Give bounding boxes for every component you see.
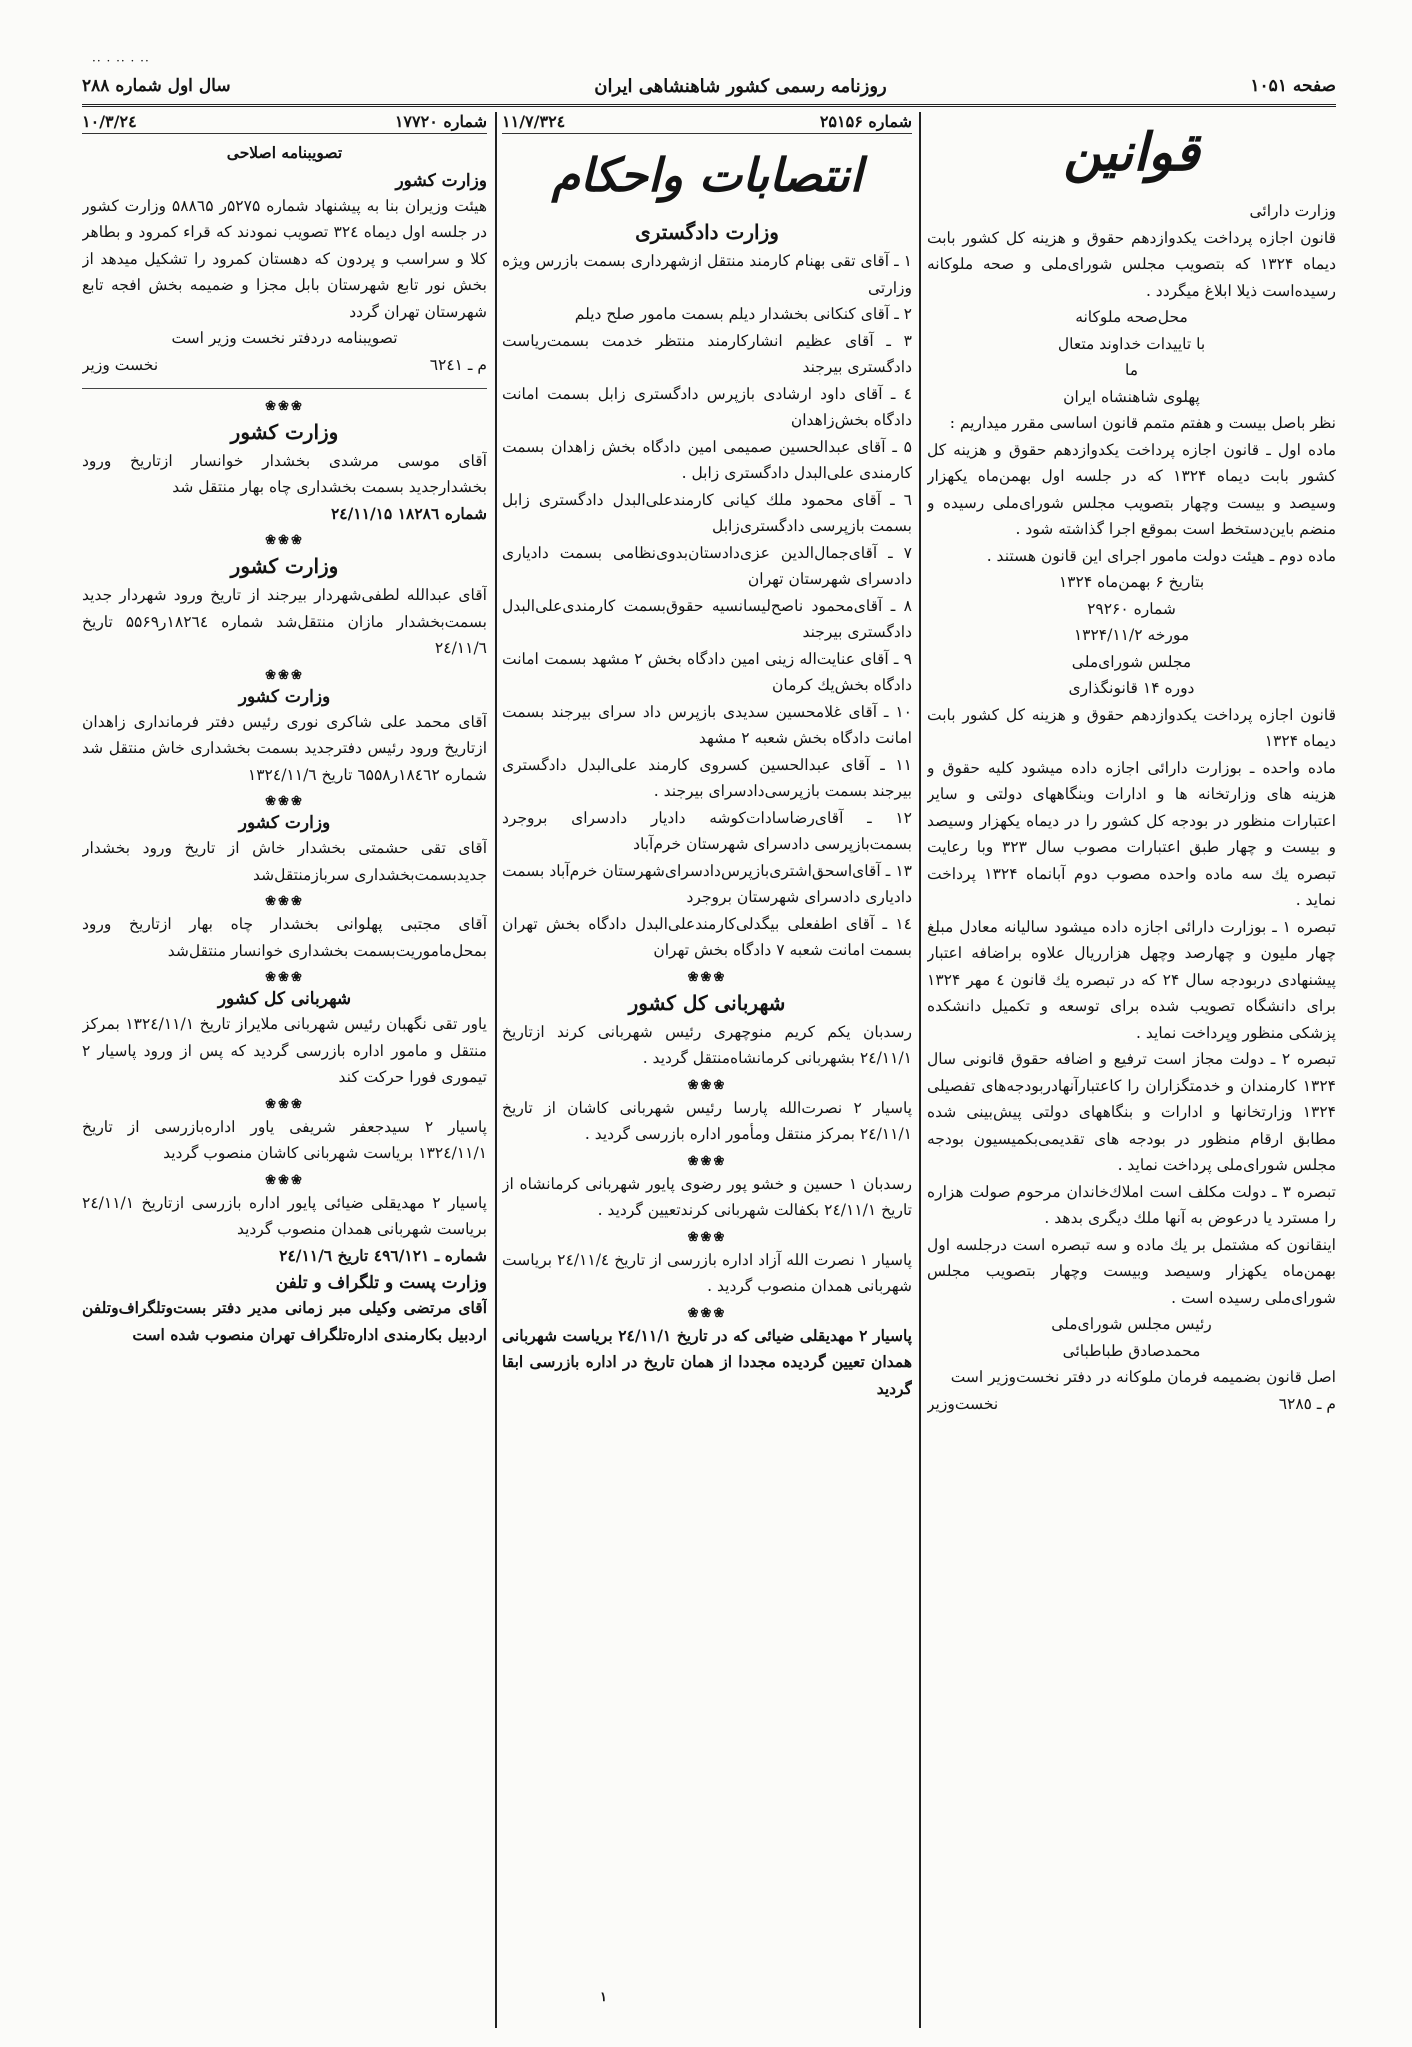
justice-item: ۱۱ ـ آقای عبدالحسین کسروی کارمند علی‌البدل دادگستری بیرجند بسمت بازپرسی‌دادسرای بیرجند . <box>502 755 912 800</box>
ornament-stars: ❀❀❀ <box>687 1229 727 1245</box>
entry-text: آقای عبدالله لطفی‌شهردار بیرجند از تاریخ ورود شهردار جدید بسمت‌بخشدار مازان منتقل‌شد شماره ۱۸۲٦٤ر۵۵۶۹ تاریخ ۲٤/۱۱/٦ <box>82 586 487 657</box>
right-block-9: بتاریخ ۶ بهمن‌ماه ۱۳۲۴ <box>1058 573 1205 591</box>
laws-title: قوانین <box>1063 122 1200 183</box>
column-rule <box>919 112 921 2028</box>
right-block-3: با تاییدات خداوند متعال <box>1057 334 1206 353</box>
justice-item: ٤ ـ آقای داود ارشادی بازپرس دادگستری زابل بسمت امانت دادگاه بخش‌زاهدان <box>502 384 912 429</box>
left-issue-line <box>82 112 487 134</box>
justice-item: ۱۳ ـ آقای‌اسحق‌اشتری‌بازپرس‌دادسرای‌شهرستان خرم‌آباد بسمت دادیاری دادسرای شهرستان بروجرد <box>502 861 912 906</box>
entry-text: آقای تقی حشمتی بخشدار خاش از تاریخ ورود بخشدار جدیدبسمت‌بخشداری سرباز‌منتقل‌شد <box>82 839 487 884</box>
ornament-stars: ❀❀❀ <box>265 667 304 683</box>
right-block-0: وزارت دارائی <box>1249 202 1336 220</box>
right-block-8: ماده دوم ـ هیئت دولت مامور اجرای این قانون هستند . <box>986 546 1336 565</box>
entry-text: شماره ۱۸۲۸٦ ۲٤/۱۱/۱۵ <box>330 503 487 523</box>
ornament-stars: ❀❀❀ <box>265 894 304 909</box>
police-item: رسدبان ۱ حسین و خشو پور رضوی پایور شهربانی کرمانشاه از تاریخ ۲٤/۱۱/۱ بکفالت شهربانی کرندتعیین گردید . <box>502 1174 912 1219</box>
entry-title: وزارت کشور <box>238 686 331 707</box>
justice-item: ۳ ـ آقای عظیم انشارکارمند منتظر خدمت بسمت‌ریاست دادگستری بیرجند <box>502 331 912 376</box>
right-block-17: تبصره ۲ ـ دولت مجاز است ترفیع و اضافه حقوق قانونی سال ۱۳۲۴ کارمندان و خدمتگزاران را کاعتبارآنهادربودجه‌های تفصیلی ۱۳۲۴ وزارتخانها و ادارات و بنگاههای دولتی پیش‌بینی شده مطابق ارقام منظور در بودجه های تقدیمی‌بکمیسیون بودجه مجلس شورای‌ملی پرداخت نماید . <box>927 1050 1336 1174</box>
right-block-18: تبصره ۳ ـ دولت مکلف است املاك‌خاندان مرحوم صولت هزاره را مسترد یا درعوض به آنها ملك دیگری بدهد . <box>927 1182 1336 1227</box>
page-mark: ۱ <box>600 1990 607 2005</box>
right-block-20: رئیس مجلس شورای‌ملی <box>1051 1315 1212 1333</box>
right-block-10: شماره ۲۹۲۶۰ <box>1087 599 1176 618</box>
columns <box>82 112 1336 2028</box>
entry-title: وزارت کشور <box>238 813 331 833</box>
right-ref: م ـ ٦٢٨٥ <box>1278 1394 1336 1413</box>
justice-ministry-title: وزارت دادگستری <box>635 220 779 244</box>
corrective-decree-title: تصویبنامه اصلاحی <box>226 143 343 162</box>
decree-ref: م ـ ٦۲٤۱ <box>429 355 487 374</box>
justice-item: ۱۲ ـ آقای‌رضاسادات‌کوشه دادیار دادسرای بروجرد بسمت‌بازپرسی دادسرای شهرستان خرم‌آباد <box>502 808 912 853</box>
justice-item: ۸ ـ آقای‌محمود ناصح‌لیسانسیه حقوق‌بسمت کارمندی‌علی‌البدل دادگستری بیرجند <box>502 596 912 641</box>
entry-title: وزارت کشور <box>230 554 339 578</box>
entry-text: یاور تقی نگهبان رئیس شهربانی ملایراز تاریخ ۱۳۲٤/۱۱/۱ بمرکز منتقل و مامور اداره بازرسی گردید که پس از ورود پاسیار ۲ تیموری فورا حرکت کند <box>82 1015 487 1086</box>
justice-item: ۱٤ ـ آقای اطفعلی بیگدلی‌کارمندعلی‌البدل دادگاه بخش تهران بسمت امانت شعبه ۷ دادگاه بخش تهران <box>502 914 912 959</box>
right-block-15: ماده واحده ـ بوزارت دارائی اجازه داده میشود کلیه حقوق و هزینه های وزارتخانه ها و ادارات وبنگاههای دولتی و سایر اعتبارات منظور در بودجه کل کشور را در دیماه یکهزار وسیصد و بیست و چهار طبق اعتبارات مصوب سال ۳۲۳ وبا رعایت تبصره یك سه ماده واحده مصوب دوم آبانماه ۱۳۲۴ پرداخت نماید . <box>927 758 1336 909</box>
justice-item: ۵ ـ آقای عبدالحسین صمیمی امین دادگاه بخش زاهدان بسمت کارمندی علی‌البدل دادگستری زابل . <box>502 437 912 482</box>
entry-text: شماره ـ ٤۹٦/۱۲۱ تاریخ ۲٤/۱۱/٦ <box>279 1245 487 1265</box>
right-block-12: مجلس شورای‌ملی <box>1071 652 1192 671</box>
interior-ministry-label: وزارت کشور <box>395 170 487 191</box>
ornament-stars: ❀❀❀ <box>687 1305 727 1321</box>
right-block-14: قانون اجازه پرداخت یکدوازدهم حقوق و هزینه کل کشور بابت دیماه ۱۳۲۴ <box>927 705 1336 750</box>
decree-text: هیئت وزیران بنا به پیشنهاد شماره ۵۲۷۵ر ۵۸۸٦۵ وزارت کشور در جلسه اول دیماه ۳۲٤ تصویب نمودند که قراء کمرود و بطاهر کلا و سراسب و پردون که دهستان کمرود را تشکیل میدهد از بخش نور تابع شهرستان بابل مجزا و ضمیمه بخش افجه تابع شهرستان تهران گردد <box>82 196 487 321</box>
page-number: صفحه ۱۰۵۱ <box>1250 76 1336 96</box>
right-block-6: نظر باصل بیست و هفتم متمم قانون اساسی مقرر میداریم : <box>949 414 1336 432</box>
decree-note: تصویبنامه دردفتر نخست وزیر است <box>171 329 398 347</box>
entry-title: شهربانی کل کشور <box>217 989 352 1009</box>
right-block-22: اصل قانون بضمیمه فرمان ملوکانه در دفتر نخست‌وزیر است <box>950 1368 1336 1386</box>
justice-item: ۱۰ ـ آقای غلامحسین سدیدی بازپرس داد سرای بیرجند بسمت امانت دادگاه بخش شعبه ۲ مشهد <box>502 702 912 747</box>
masthead <box>82 68 1336 107</box>
police-item: رسدبان یکم کریم منوچهری رئیس شهربانی کرند ازتاریخ ۲٤/۱۱/۱ بشهربانی کرمانشاه‌منتقل گردید . <box>502 1022 912 1067</box>
right-block-5: پهلوی شاهنشاه ایران <box>1063 387 1200 406</box>
divider <box>82 388 487 389</box>
entry-title: وزارت کشور <box>230 419 339 444</box>
entry-text: آقای مجتبی پهلوانی بخشدار چاه بهار ازتاریخ ورود بمحل‌ماموریت‌بسمت بخشداری خوانسار منتقل‌شد <box>82 915 487 960</box>
year-issue: سال اول شماره ۲۸۸ <box>82 76 231 96</box>
justice-item: ۲ ـ آقای کنکانی بخشدار دیلم بسمت مامور صلح دیلم <box>574 305 912 323</box>
decree-sign: نخست وزیر <box>82 355 159 374</box>
middle-issue-line <box>502 112 912 134</box>
justice-item: ۱ ـ آقای تقی بهنام کارمند منتقل ازشهرداری بسمت بازرس ویژه وزارتی <box>502 252 912 297</box>
police-item: پاسیار ۲ نصرت‌الله پارسا رئیس شهربانی کاشان از تاریخ ۲٤/۱۱/۱ بمرکز منتقل ومأمور اداره بازرسی گردید . <box>502 1098 912 1143</box>
ornament-stars: ❀❀❀ <box>265 533 304 548</box>
entry-title: وزارت پست و تلگراف و تلفن <box>275 1273 487 1293</box>
right-sign: نخست‌وزیر <box>927 1394 999 1413</box>
ornament-stars: ❀❀❀ <box>687 1153 727 1169</box>
column-rule <box>495 112 497 2028</box>
decree-signature <box>82 352 487 378</box>
justice-item: ۷ ـ آقای‌جمال‌الدین عزی‌دادستان‌بدوی‌نظامی بسمت دادیاری دادسرای شهرستان تهران <box>502 543 912 588</box>
ornament-stars: ❀❀❀ <box>265 794 304 809</box>
ornament-stars: ❀❀❀ <box>265 1096 304 1112</box>
gazette-page <box>82 54 1336 2028</box>
middle-issue-date: ۳۲٤/۱۱/۷ <box>502 112 566 131</box>
right-block-1: قانون اجازه پرداخت یکدوازدهم حقوق و هزینه کل کشور بابت دیماه ۱۳۲۴ که بتصویب مجلس شورای‌ملی و صحه ملوکانه رسیده‌است ذیلا ابلاغ میگردد . <box>927 228 1336 300</box>
right-block-11: مورخه ۱۳۲۴/۱۱/۲ <box>1073 626 1190 644</box>
middle-issue-no: شماره ۲۵۱۵۶ <box>819 112 912 131</box>
right-block-19: اینقانون که مشتمل بر یك ماده و سه تبصره است درجلسه اول بهمن‌ماه یکهزار وسیصد وبیست وچهار بتصویب مجلس شورای‌ملی رسیده است . <box>927 1235 1336 1307</box>
right-column <box>927 112 1336 2028</box>
ornament-stars: ❀❀❀ <box>687 1077 727 1093</box>
entry-text: پاسیار ۲ مهدیقلی ضیائی پایور اداره بازرسی ازتاریخ ۲٤/۱۱/۱ بریاست شهربانی همدان منصوب گردید <box>82 1193 487 1238</box>
top-marks: ·· · ·· · ·· <box>92 54 150 68</box>
left-column <box>82 112 487 2028</box>
right-block-21: محمدصادق طباطبائی <box>1062 1341 1201 1360</box>
entry-text: آقای مرتضی وکیلی مبر زمانی مدیر دفتر بست‌وتلگراف‌وتلفن اردبیل بکارمندی اداره‌تلگراف تهران منصوب شده است <box>82 1298 487 1344</box>
right-block-13: دوره ۱۴ قانونگذاری <box>1068 679 1195 697</box>
ornament-stars: ❀❀❀ <box>265 398 304 414</box>
ornament-stars: ❀❀❀ <box>687 969 727 985</box>
police-title: شهربانی کل کشور <box>628 990 786 1015</box>
ornament-stars: ❀❀❀ <box>265 1172 304 1188</box>
appointments-title: انتصابات واحکام <box>551 148 863 202</box>
right-signature <box>927 1391 1336 1417</box>
left-issue-no: شماره ۱۷۷۲۰ <box>394 112 487 131</box>
left-issue-date: ۲٤/۱۰/۳ <box>82 112 137 131</box>
middle-column <box>502 112 912 2028</box>
police-item: پاسیار ۲ مهدیقلی ضیائی که در تاریخ ۲٤/۱۱/۱ بریاست شهربانی همدان تعیین گردیده مجددا از همان تاریخ در اداره بازرسی ابقا گردید <box>502 1325 912 1398</box>
justice-item: ۹ ـ آقای عنایت‌اله زینی امین دادگاه بخش ۲ مشهد بسمت امانت دادگاه بخش‌یك کرمان <box>502 649 912 694</box>
ornament-stars: ❀❀❀ <box>265 970 304 985</box>
newspaper-title: روزنامه رسمی کشور شاهنشاهی ایران <box>594 75 887 97</box>
right-block-16: تبصره ۱ ـ بوزارت دارائی اجازه داده میشود سالیانه معادل مبلغ چهار ملیون و چهارصد وچهل هزارریال علاوه براضافه اعتبار پیشنهادی دربودجه سال ۲۴ که در تبصره یك قانون ٤ مهر ۱۳۲۴ برای دانشگاه تصویب شده برای توسعه و تکمیل دانشکده پزشکی منظور وپرداخت نماید . <box>927 917 1336 1042</box>
right-block-7: ماده اول ـ قانون اجازه پرداخت یکدوازدهم حقوق و هزینه کل کشور بابت دیماه ۱۳۲۴ که در جلسه اول بهمن‌ماه یکهزار وسیصد و بیست وچهار بتصویب مجلس شورای‌ملی رسیده و منضم باین‌دستخط است بموقع اجرا گذاشته شود . <box>927 440 1336 538</box>
right-block-2: محل‌صحه ملوکانه <box>1075 308 1188 326</box>
entry-text: آقای موسی مرشدی بخشدار خوانسار ازتاریخ ورود بخشدارجدید بسمت بخشداری چاه بهار منتقل شد <box>82 451 487 496</box>
police-item: پاسیار ۱ نصرت الله آزاد اداره بازرسی از تاریخ ۲٤/۱۱/٤ بریاست شهربانی همدان منصوب گردید . <box>502 1250 912 1295</box>
entry-text: آقای محمد علی شاکری نوری رئیس دفتر فرمانداری زاهدان ازتاریخ ورود رئیس دفترجدید بسمت بخشداری خاش منتقل شد شماره ۱۸٤٦۲ر٦۵۵۸ تاریخ ۱۳۲٤/۱۱/٦ <box>82 712 487 784</box>
justice-item: ٦ ـ آقای محمود ملك کیانی کارمندعلی‌البدل دادگستری زابل بسمت بازپرسی دادگستری‌زابل <box>502 490 912 535</box>
right-block-4: ما <box>1124 361 1139 379</box>
entry-text: پاسیار ۲ سیدجعفر شریفی یاور اداره‌بازرسی از تاریخ ۱۳۲٤/۱۱/۱ بریاست شهربانی کاشان منصوب گردید <box>82 1117 487 1162</box>
